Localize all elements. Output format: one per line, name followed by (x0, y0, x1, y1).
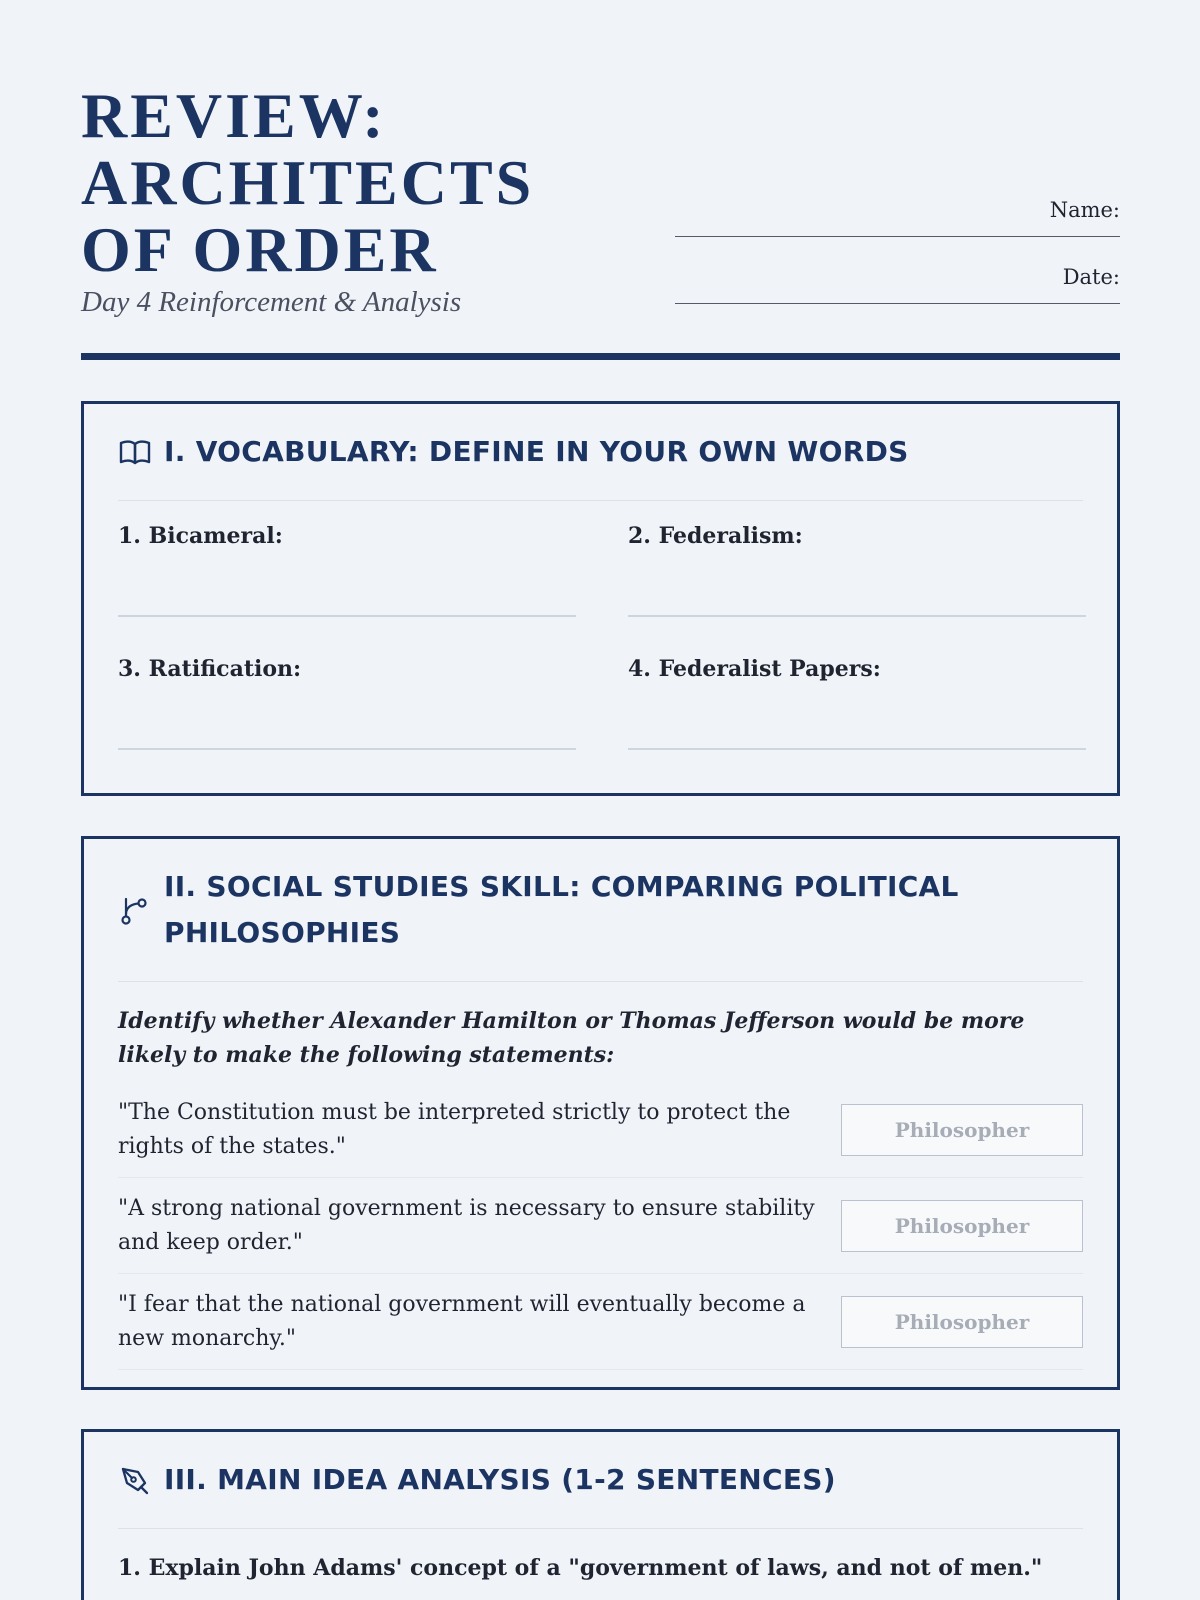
vocab-term: 4. Federalist Papers: (628, 656, 881, 682)
worksheet-page (81, 0, 1120, 1581)
philosopher-answer-box[interactable]: Philosopher (841, 1296, 1083, 1348)
date-label: Date: (1062, 265, 1120, 289)
vocab-term: 1. Bicameral: (118, 523, 283, 549)
analysis-title: III. MAIN IDEA ANALYSIS (1-2 SENTENCES) (164, 1463, 836, 1496)
worksheet-header (81, 0, 1120, 362)
statement-row (118, 1178, 1083, 1274)
vocab-answer-line[interactable] (118, 615, 576, 617)
philosopher-answer-box[interactable]: Philosopher (841, 1200, 1083, 1252)
vocabulary-section (81, 401, 1120, 796)
skill-instructions: Identify whether Alexander Hamilton or Thomas Jefferson would be more likely to make the following statements: (118, 1008, 1025, 1068)
vocab-item (628, 523, 1086, 623)
book-icon (118, 435, 152, 469)
vocab-answer-line[interactable] (118, 748, 576, 750)
vocab-term: 2. Federalism: (628, 523, 803, 549)
statement-quote: "I fear that the national government will eventually become a new monarchy." (118, 1291, 806, 1351)
statement-row (118, 1274, 1083, 1370)
student-info (675, 196, 1120, 330)
vocab-answer-line[interactable] (628, 748, 1086, 750)
date-field[interactable] (675, 301, 1120, 304)
vocab-item (118, 523, 576, 623)
vocabulary-grid (118, 501, 1083, 791)
vocab-item (628, 656, 1086, 756)
vocabulary-section-header (118, 404, 1083, 501)
analysis-section-header (118, 1432, 1083, 1529)
vocab-item (118, 656, 576, 756)
skill-section-header (118, 839, 1083, 982)
statement-quote: "The Constitution must be interpreted strictly to protect the rights of the states." (118, 1099, 791, 1159)
vocab-term: 3. Ratification: (118, 656, 302, 682)
name-label: Name: (1049, 198, 1120, 222)
vocabulary-title: I. VOCABULARY: DEFINE IN YOUR OWN WORDS (164, 435, 909, 468)
pen-nib-icon (118, 1463, 152, 1497)
branch-icon (118, 893, 152, 927)
analysis-section (81, 1429, 1120, 1600)
analysis-question: 1. Explain John Adams' concept of a "government of laws, and not of men." (118, 1555, 1043, 1581)
skill-title: II. SOCIAL STUDIES SKILL: COMPARING POLITICAL PHILOSOPHIES (164, 870, 959, 949)
statement-quote: "A strong national government is necessary to ensure stability and keep order." (118, 1195, 815, 1255)
statement-row (118, 1082, 1083, 1178)
name-field[interactable] (675, 234, 1120, 237)
header-divider (81, 353, 1120, 360)
page-subtitle: Day 4 Reinforcement & Analysis (81, 286, 462, 318)
philosopher-answer-box[interactable]: Philosopher (841, 1104, 1083, 1156)
page-title: REVIEW: ARCHITECTS OF ORDER (81, 80, 535, 285)
skill-section (81, 836, 1120, 1390)
vocab-answer-line[interactable] (628, 615, 1086, 617)
